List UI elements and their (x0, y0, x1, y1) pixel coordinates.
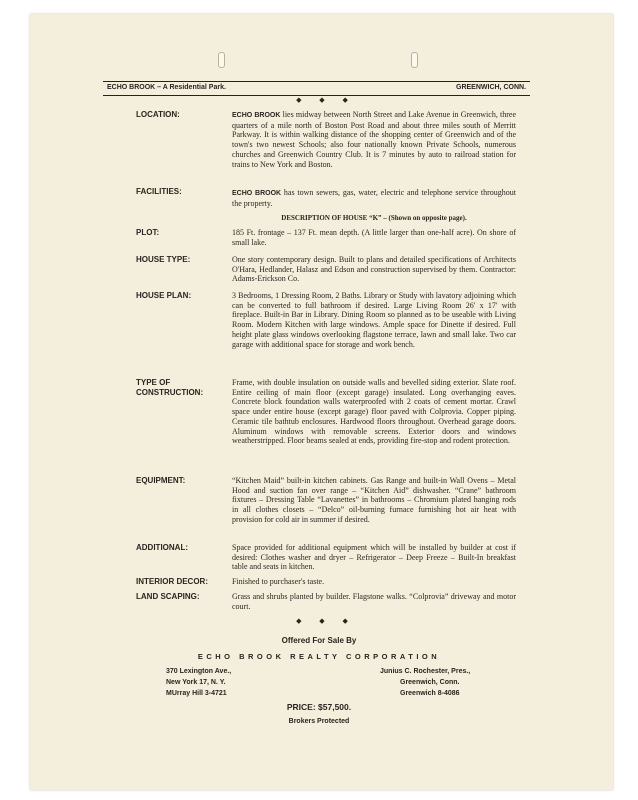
ornament-top: ◆ ◆ ◆ (296, 96, 356, 104)
text-landscaping: Grass and shrubs planted by builder. Flagstone walks. “Colprovia” driveway and motor court. (232, 592, 516, 611)
house-description-heading: DESCRIPTION OF HOUSE “K” – (Shown on opposite page). (281, 214, 467, 222)
facilities-body: has town sewers, gas, water, electric and telephone service throughout the property. (232, 188, 516, 208)
address-left-line: New York 17, N. Y. (166, 679, 226, 686)
text-house-plan: 3 Bedrooms, 1 Dressing Room, 2 Baths. Library or Study with lavatory adjoining which can be converted to full bathroom if desired. Large Living Room 26′ x 17′ with fireplace. Built-in Bar in Library. Dining Room so planned as to be useable with Living Room. Modern Kitchen with large windows. Ample space for Dinette if desired. Full height plate glass windows overlooking flagstone terrace, lawn and small lake. Two car garage with additional space for storage and work bench. (232, 291, 516, 349)
address-right-line: Greenwich 8-4086 (400, 690, 460, 697)
label-house-type: HOUSE TYPE: (136, 255, 191, 264)
header-title: ECHO BROOK – A Residential Park. (107, 84, 226, 91)
address-right-line: Junius C. Rochester, Pres., (380, 668, 471, 675)
address-left-line: MUrray Hill 3-4721 (166, 690, 227, 697)
offered-for-sale: Offered For Sale By (281, 636, 357, 645)
text-location (232, 110, 516, 169)
echo-brook-lead: ECHO BROOK (232, 190, 282, 197)
text-house-type: One story contemporary design. Built to plans and detailed specifications of Architects O'Hara, Hedlander, Halasz and Edson and construction supervised by them. Contractor: Adams-Erickson Co. (232, 255, 516, 284)
label-house-plan: HOUSE PLAN: (136, 291, 192, 300)
label-construction-line2: CONSTRUCTION: (136, 388, 204, 397)
price: PRICE: $57,500. (286, 702, 352, 712)
address-left (166, 666, 231, 699)
text-interior-decor: Finished to purchaser's taste. (232, 577, 325, 586)
brokers-protected: Brokers Protected (288, 718, 350, 725)
label-interior-decor: INTERIOR DECOR: (136, 577, 208, 586)
location-body: lies midway between North Street and Lake Avenue in Greenwich, three quarters of a mile north of Boston Post Road and about three miles south of Merritt Parkway. It is within walking distance of the shopping center of Greenwich and of the town's two newest Schools; also four nationally known Private Schools, numerous churches and Greenwich Country Club. It is 7 minutes by auto to railroad station for trains to New York and Boston. (232, 110, 517, 169)
label-facilities: FACILITIES: (136, 187, 182, 196)
text-equipment: “Kitchen Maid” built-in kitchen cabinets. Gas Range and built-in Wall Ovens – Metal Hood and suction fan over range – “Kitchen Aid” dishwasher. “Crane” bathroom fixtures – Dressing Table “Lavanettes” in bathrooms – Chromium plated hanging rods in all clothes closets – “Delco” oil-burning furnace furnishing hot air heat with provision for cold air in summer if desired. (232, 476, 516, 524)
address-right-line: Greenwich, Conn. (400, 679, 460, 686)
ornament-bottom: ◆ ◆ ◆ (296, 617, 356, 625)
label-landscaping: LAND SCAPING: (136, 592, 200, 601)
label-construction-line1: TYPE OF (136, 378, 171, 387)
text-construction: Frame, with double insulation on outside walls and bevelled siding exterior. Slate roof. Entire ceiling of main floor (except garage) insulated. Long overhanging eaves. Concrete block foundation walls waterproofed with 2 coats of cement mortar. Crawl space under entire house (except garage) floor paved with Colprovia. Copper piping. Ceramic tile bathtub enclosures. Hardwood floors throughout. Overhead garage doors. Aluminum windows with removable screens. Exterior doors and windows weatherstripped. Floor beams sealed at ends, providing fire-stop and rodent protection. (232, 378, 516, 446)
label-construction (136, 378, 203, 398)
binder-hole (411, 52, 418, 68)
label-additional: ADDITIONAL: (136, 543, 188, 552)
text-facilities (232, 188, 516, 208)
company-name: ECHO BROOK REALTY CORPORATION (197, 652, 441, 661)
header-bar (103, 81, 530, 96)
header-location: GREENWICH, CONN. (456, 84, 526, 91)
text-plot: 185 Ft. frontage – 137 Ft. mean depth. (A little larger than one-half acre). On shore of small lake. (232, 228, 516, 247)
echo-brook-lead: ECHO BROOK (232, 112, 281, 119)
label-location: LOCATION: (136, 110, 180, 119)
address-left-line: 370 Lexington Ave., (166, 668, 232, 675)
label-equipment: EQUIPMENT: (136, 476, 186, 485)
address-right (380, 666, 470, 699)
label-plot: PLOT: (136, 228, 160, 237)
binder-hole (218, 52, 225, 68)
text-additional: Space provided for additional equipment which will be installed by builder at cost if desired: Clothes washer and dryer – Refrigerator – Deep Freeze – Built-In breakfast table and seats in kitchen. (232, 543, 516, 572)
